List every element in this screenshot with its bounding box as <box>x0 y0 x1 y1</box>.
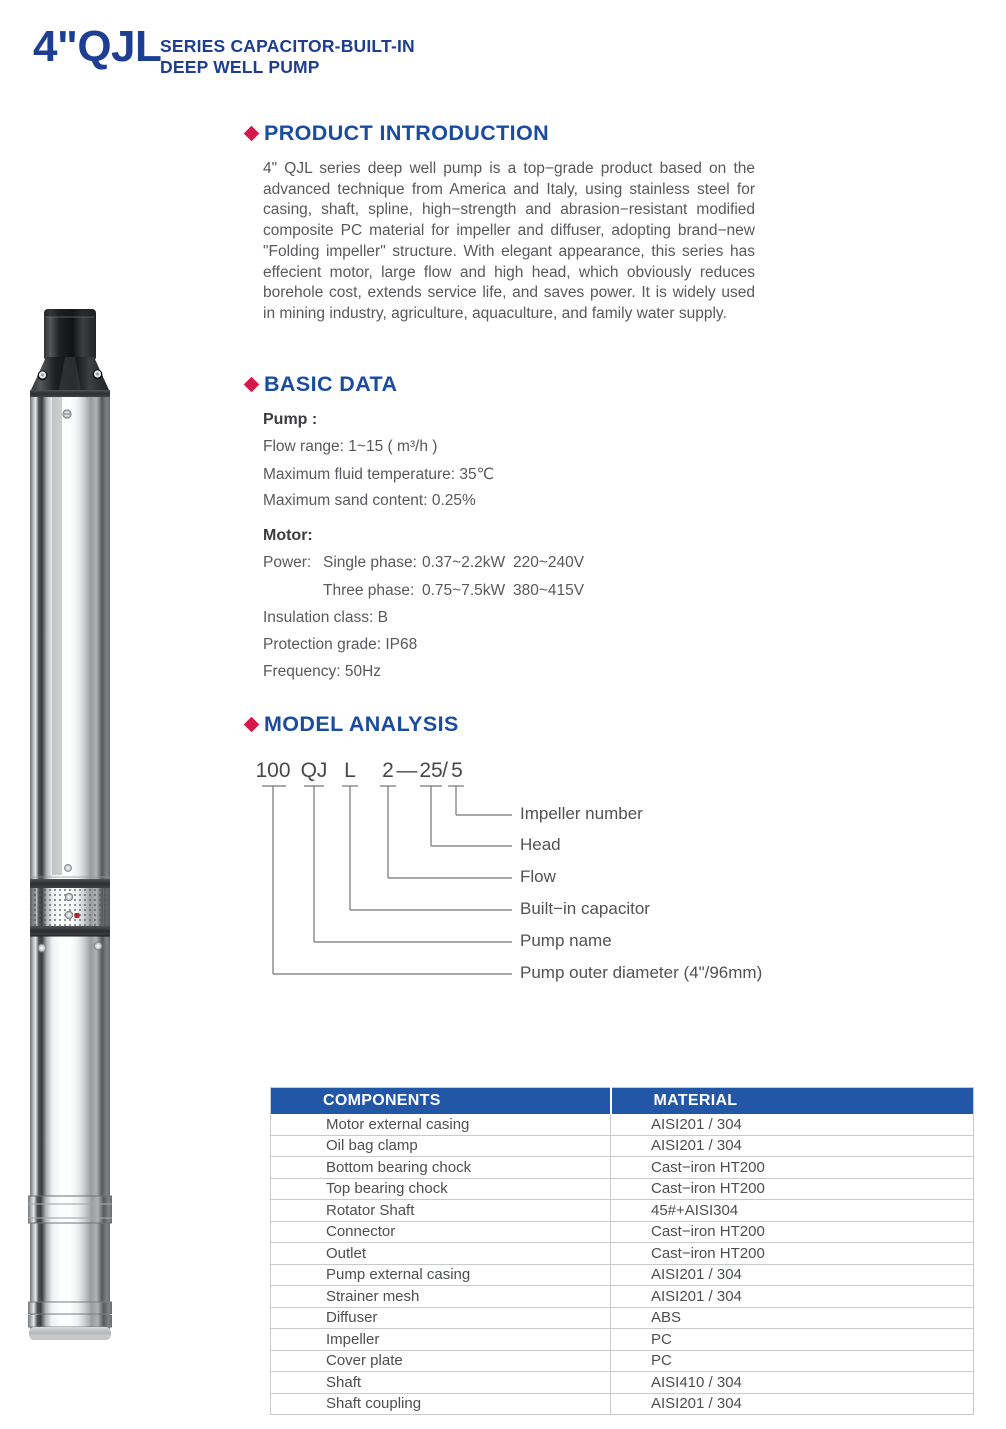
model-label-head: Head <box>520 835 561 854</box>
pump-spec-flow-range: Flow range: 1~15 ( m³/h ) <box>263 438 438 455</box>
pump-spec-max-sand: Maximum sand content: 0.25% <box>263 492 476 509</box>
diamond-bullet-icon <box>244 377 260 393</box>
power-label: Power: <box>263 554 312 571</box>
section-heading-model-analysis <box>246 712 459 737</box>
material-cell: Cast−iron HT200 <box>611 1243 974 1265</box>
component-cell: Cover plate <box>271 1350 611 1372</box>
model-label-pump-name: Pump name <box>520 931 612 950</box>
components-table-body <box>271 1114 974 1415</box>
material-cell: Cast−iron HT200 <box>611 1157 974 1179</box>
model-label-impeller-number: Impeller number <box>520 804 643 823</box>
model-token-impeller: 5 <box>451 759 463 782</box>
component-cell: Top bearing chock <box>271 1178 611 1200</box>
power-single-phase-kw: 0.37~2.2kW <box>422 554 506 571</box>
pump-product-image <box>8 303 158 1348</box>
material-cell: AISI201 / 304 <box>611 1286 974 1308</box>
table-row <box>271 1221 974 1243</box>
material-cell: AISI201 / 304 <box>611 1114 974 1135</box>
diamond-bullet-icon <box>244 126 260 142</box>
components-column-header: COMPONENTS <box>271 1088 611 1115</box>
material-cell: AISI201 / 304 <box>611 1393 974 1415</box>
component-cell: Shaft coupling <box>271 1393 611 1415</box>
series-subtitle-line2: DEEP WELL PUMP <box>160 56 320 77</box>
table-row <box>271 1157 974 1179</box>
model-token-capacitor: L <box>344 759 356 782</box>
material-cell: AISI201 / 304 <box>611 1264 974 1286</box>
material-cell: AISI410 / 304 <box>611 1372 974 1394</box>
table-row <box>271 1372 974 1394</box>
pump-subheading: Pump : <box>263 411 318 428</box>
pump-spec-max-temperature: Maximum fluid temperature: 35℃ <box>263 466 495 483</box>
model-label-built-in-capacitor: Built−in capacitor <box>520 899 650 918</box>
model-analysis-diagram <box>250 752 880 997</box>
table-row <box>271 1350 974 1372</box>
material-cell: PC <box>611 1329 974 1351</box>
model-token-dash: — <box>396 759 418 782</box>
component-cell: Oil bag clamp <box>271 1135 611 1157</box>
power-single-phase-label: Single phase: <box>323 554 417 571</box>
power-three-phase-label: Three phase: <box>323 582 415 599</box>
power-single-phase-voltage: 220~240V <box>513 554 585 571</box>
series-subtitle-line1: SERIES CAPACITOR-BUILT-IN <box>160 36 415 56</box>
model-analysis-title: MODEL ANALYSIS <box>264 712 459 736</box>
pump-casing <box>30 397 110 1330</box>
model-token-slash: / <box>442 759 448 782</box>
basic-data-title: BASIC DATA <box>264 372 398 396</box>
component-cell: Outlet <box>271 1243 611 1265</box>
material-cell: AISI201 / 304 <box>611 1135 974 1157</box>
model-token-pump-name: QJ <box>300 759 328 782</box>
table-row <box>271 1114 974 1135</box>
material-cell: PC <box>611 1350 974 1372</box>
table-row <box>271 1393 974 1415</box>
component-cell: Rotator Shaft <box>271 1200 611 1222</box>
model-token-head: 25 <box>419 759 443 782</box>
table-row <box>271 1264 974 1286</box>
page-title: 4"QJL <box>33 22 162 71</box>
table-row <box>271 1307 974 1329</box>
component-cell: Pump external casing <box>271 1264 611 1286</box>
table-header-row <box>271 1088 974 1115</box>
intro-title: PRODUCT INTRODUCTION <box>264 121 550 145</box>
component-cell: Connector <box>271 1221 611 1243</box>
section-heading-intro <box>246 121 549 146</box>
component-cell: Shaft <box>271 1372 611 1394</box>
table-row <box>271 1329 974 1351</box>
material-cell: ABS <box>611 1307 974 1329</box>
series-subtitle <box>160 36 415 77</box>
section-heading-basic-data <box>246 372 397 397</box>
material-cell: 45#+AISI304 <box>611 1200 974 1222</box>
power-three-phase-kw: 0.75~7.5kW <box>422 582 506 599</box>
model-analysis-lines <box>250 752 880 997</box>
diamond-bullet-icon <box>244 717 260 733</box>
components-table <box>270 1087 974 1415</box>
table-row <box>271 1135 974 1157</box>
component-cell: Diffuser <box>271 1307 611 1329</box>
material-cell: Cast−iron HT200 <box>611 1178 974 1200</box>
power-three-phase-voltage: 380~415V <box>513 582 585 599</box>
model-label-flow: Flow <box>520 867 556 886</box>
table-row <box>271 1243 974 1265</box>
model-token-diameter: 100 <box>255 759 291 782</box>
motor-spec-protection: Protection grade: IP68 <box>263 636 418 653</box>
motor-spec-frequency: Frequency: 50Hz <box>263 663 382 680</box>
component-cell: Impeller <box>271 1329 611 1351</box>
pump-outlet-cap <box>30 309 110 397</box>
component-cell: Bottom bearing chock <box>271 1157 611 1179</box>
component-cell: Strainer mesh <box>271 1286 611 1308</box>
motor-subheading: Motor: <box>263 527 313 544</box>
model-label-outer-diameter: Pump outer diameter (4"/96mm) <box>520 963 763 982</box>
intro-paragraph: 4" QJL series deep well pump is a top−grade product based on the advanced technique from America and Italy, using stainless steel for casing, shaft, spline, high−strength and abrasion−resistant modified composite PC material for impeller and diffuser, adopting brand−new "Folding impeller" structure. With elegant appearance, this series has effecient motor, large flow and high head, which obviously reduces borehole cost, extends service life, and saves power. It is widely used in mining industry, agriculture, aquaculture, and family water supply. <box>263 160 755 322</box>
component-cell: Motor external casing <box>271 1114 611 1135</box>
table-row <box>271 1286 974 1308</box>
table-row <box>271 1200 974 1222</box>
model-token-flow: 2 <box>382 759 394 782</box>
material-column-header: MATERIAL <box>611 1088 974 1115</box>
motor-spec-insulation: Insulation class: B <box>263 609 388 626</box>
table-row <box>271 1178 974 1200</box>
material-cell: Cast−iron HT200 <box>611 1221 974 1243</box>
